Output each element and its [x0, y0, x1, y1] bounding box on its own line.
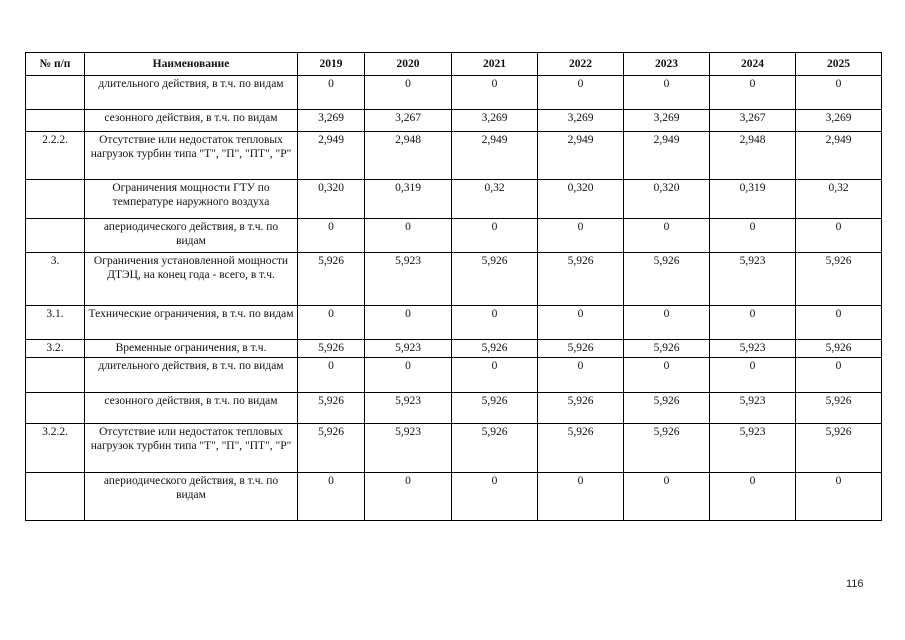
value-cell: 0 [365, 358, 452, 393]
table-row [26, 132, 882, 180]
row-name-cell: Ограничения мощности ГТУ по температуре наружного воздуха [85, 180, 298, 219]
value-cell: 0,319 [365, 180, 452, 219]
value-cell: 5,923 [365, 393, 452, 424]
row-number-cell [26, 219, 85, 253]
value-cell: 5,926 [298, 393, 365, 424]
table-row [26, 340, 882, 358]
table-row [26, 393, 882, 424]
value-cell: 5,926 [538, 424, 624, 473]
row-name-cell: апериодического действия, в т.ч. по видам [85, 219, 298, 253]
value-cell: 2,948 [365, 132, 452, 180]
value-cell: 0 [298, 76, 365, 110]
value-cell: 5,926 [298, 253, 365, 306]
value-cell: 0 [538, 358, 624, 393]
value-cell: 0 [624, 306, 710, 340]
value-cell: 5,926 [624, 253, 710, 306]
row-name-cell: Технические ограничения, в т.ч. по видам [85, 306, 298, 340]
value-cell: 0,32 [796, 180, 882, 219]
value-cell: 5,926 [538, 340, 624, 358]
value-cell: 5,923 [365, 424, 452, 473]
value-cell: 0 [452, 358, 538, 393]
table-row [26, 253, 882, 306]
value-cell: 2,949 [538, 132, 624, 180]
value-cell: 0,320 [538, 180, 624, 219]
value-cell: 5,926 [452, 393, 538, 424]
value-cell: 0 [298, 358, 365, 393]
data-table [25, 52, 882, 521]
row-name-cell: Отсутствие или недостаток тепловых нагрузок турбин типа "Т", "П", "ПТ", "Р" [85, 424, 298, 473]
value-cell: 0 [796, 358, 882, 393]
value-cell: 0 [624, 76, 710, 110]
value-cell: 5,926 [624, 424, 710, 473]
table-body [26, 76, 882, 521]
table-row [26, 110, 882, 132]
value-cell: 3,269 [796, 110, 882, 132]
value-cell: 2,948 [710, 132, 796, 180]
row-number-cell [26, 473, 85, 521]
row-name-cell: Отсутствие или недостаток тепловых нагрузок турбин типа "Т", "П", "ПТ", "Р" [85, 132, 298, 180]
row-number-cell [26, 358, 85, 393]
row-name-cell: Ограничения установленной мощности ДТЭЦ, на конец года - всего, в т.ч. [85, 253, 298, 306]
row-number-cell [26, 180, 85, 219]
value-cell: 3,269 [452, 110, 538, 132]
value-cell: 0 [624, 219, 710, 253]
row-number-cell [26, 76, 85, 110]
value-cell: 5,926 [796, 253, 882, 306]
row-number-cell: 3.1. [26, 306, 85, 340]
header-cell: 2025 [796, 53, 882, 76]
row-name-cell: длительного действия, в т.ч. по видам [85, 76, 298, 110]
value-cell: 2,949 [796, 132, 882, 180]
table-row [26, 424, 882, 473]
row-name-cell: длительного действия, в т.ч. по видам [85, 358, 298, 393]
header-cell: 2024 [710, 53, 796, 76]
value-cell: 2,949 [624, 132, 710, 180]
header-cell: Наименование [85, 53, 298, 76]
value-cell: 0 [365, 76, 452, 110]
value-cell: 0 [710, 358, 796, 393]
value-cell: 0 [796, 76, 882, 110]
value-cell: 5,926 [298, 340, 365, 358]
value-cell: 0 [624, 358, 710, 393]
value-cell: 5,926 [796, 340, 882, 358]
header-cell: 2019 [298, 53, 365, 76]
header-cell: 2021 [452, 53, 538, 76]
value-cell: 0 [796, 306, 882, 340]
value-cell: 3,269 [538, 110, 624, 132]
table-row [26, 76, 882, 110]
table-row [26, 180, 882, 219]
value-cell: 3,267 [710, 110, 796, 132]
value-cell: 0 [298, 219, 365, 253]
value-cell: 5,923 [710, 424, 796, 473]
value-cell: 5,926 [796, 424, 882, 473]
value-cell: 5,923 [365, 253, 452, 306]
header-cell: 2022 [538, 53, 624, 76]
page-number: 116 [846, 578, 864, 590]
row-name-cell: сезонного действия, в т.ч. по видам [85, 393, 298, 424]
value-cell: 0 [452, 76, 538, 110]
row-name-cell: сезонного действия, в т.ч. по видам [85, 110, 298, 132]
value-cell: 5,923 [710, 393, 796, 424]
value-cell: 5,926 [538, 393, 624, 424]
value-cell: 0 [538, 219, 624, 253]
value-cell: 0 [365, 219, 452, 253]
value-cell: 0,32 [452, 180, 538, 219]
value-cell: 0 [452, 473, 538, 521]
value-cell: 2,949 [452, 132, 538, 180]
value-cell: 0,320 [298, 180, 365, 219]
value-cell: 0 [624, 473, 710, 521]
value-cell: 0 [298, 306, 365, 340]
row-name-cell: апериодического действия, в т.ч. по видам [85, 473, 298, 521]
value-cell: 0 [538, 473, 624, 521]
row-number-cell: 3.2. [26, 340, 85, 358]
table-header [26, 53, 882, 76]
row-name-cell: Временные ограничения, в т.ч. [85, 340, 298, 358]
value-cell: 5,926 [452, 253, 538, 306]
value-cell: 0 [710, 76, 796, 110]
value-cell: 0 [538, 76, 624, 110]
header-cell: № п/п [26, 53, 85, 76]
value-cell: 0 [710, 473, 796, 521]
value-cell: 5,923 [710, 253, 796, 306]
table-row [26, 219, 882, 253]
value-cell: 5,926 [452, 340, 538, 358]
value-cell: 5,923 [710, 340, 796, 358]
row-number-cell: 3. [26, 253, 85, 306]
value-cell: 5,926 [624, 393, 710, 424]
value-cell: 0,320 [624, 180, 710, 219]
value-cell: 5,926 [452, 424, 538, 473]
value-cell: 0 [796, 219, 882, 253]
table-row [26, 473, 882, 521]
row-number-cell [26, 110, 85, 132]
value-cell: 5,926 [624, 340, 710, 358]
value-cell: 0 [365, 306, 452, 340]
value-cell: 2,949 [298, 132, 365, 180]
table-row [26, 306, 882, 340]
value-cell: 0,319 [710, 180, 796, 219]
value-cell: 0 [365, 473, 452, 521]
value-cell: 0 [452, 306, 538, 340]
header-cell: 2023 [624, 53, 710, 76]
table-row [26, 358, 882, 393]
value-cell: 5,926 [298, 424, 365, 473]
value-cell: 0 [538, 306, 624, 340]
value-cell: 3,269 [298, 110, 365, 132]
value-cell: 5,923 [365, 340, 452, 358]
value-cell: 0 [452, 219, 538, 253]
value-cell: 0 [710, 306, 796, 340]
value-cell: 0 [796, 473, 882, 521]
row-number-cell: 3.2.2. [26, 424, 85, 473]
header-cell: 2020 [365, 53, 452, 76]
row-number-cell [26, 393, 85, 424]
value-cell: 3,269 [624, 110, 710, 132]
row-number-cell: 2.2.2. [26, 132, 85, 180]
value-cell: 5,926 [796, 393, 882, 424]
value-cell: 5,926 [538, 253, 624, 306]
value-cell: 0 [298, 473, 365, 521]
value-cell: 3,267 [365, 110, 452, 132]
value-cell: 0 [710, 219, 796, 253]
